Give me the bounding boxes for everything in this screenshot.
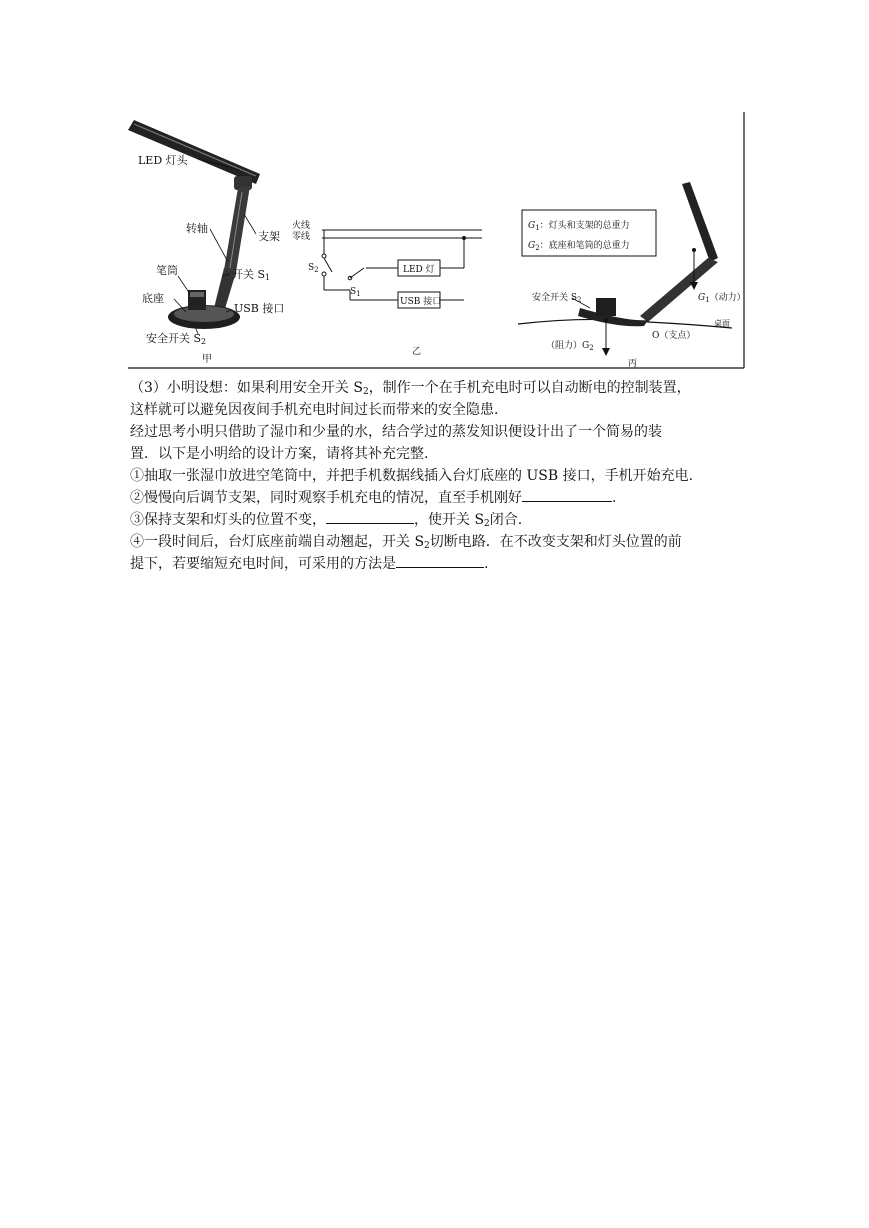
label-g2-resistance: （阻力）$G_2$ <box>546 341 594 352</box>
label-led-head: LED 灯头 <box>138 154 188 167</box>
lamp-figure <box>128 112 748 370</box>
label-safety-switch-bing: 安全开关 $S_2$ <box>532 293 582 304</box>
text-line-1: （3）小明设想：如果利用安全开关 $S_2$，制作一个在手机充电时可以自动断电的控制装置， <box>130 380 691 397</box>
label-pivot: 转轴 <box>186 222 208 235</box>
legend-g2: $G_2$：底座和笔筒的总重力 <box>528 241 630 252</box>
step-4-cont: 提下，若要缩短充电时间，可采用的方法是 . <box>130 553 770 575</box>
label-neutral-wire: 零线 <box>292 232 311 242</box>
label-usb-port: USB 接口 <box>234 302 285 315</box>
answer-blank-3[interactable] <box>396 553 484 568</box>
answer-blank-2[interactable] <box>326 509 414 524</box>
label-usb-box: USB 接口 <box>400 297 442 307</box>
label-pen-holder: 笔筒 <box>156 264 178 277</box>
legend-g1: $G_1$：灯头和支架的总重力 <box>528 221 630 232</box>
text-line-3: 经过思考小明只借助了湿巾和少量的水，结合学过的蒸发知识便设计出了一个简易的装 <box>130 424 662 440</box>
lever-bing-drawing <box>518 182 732 356</box>
label-switch1: 开关 S1 <box>232 268 271 282</box>
text-line-4: 置．以下是小明给的设计方案，请将其补充完整. <box>130 446 429 462</box>
label-g1-power: $G_1$（动力） <box>698 293 746 304</box>
label-fulcrum: O（支点） <box>652 331 696 341</box>
answer-blank-1[interactable] <box>522 487 612 502</box>
step-2: ②慢慢向后调节支架，同时观察手机充电的情况，直至手机刚好 . <box>130 487 770 509</box>
label-s2-circuit: $S_2$ <box>308 263 319 274</box>
label-bracket: 支架 <box>258 230 280 243</box>
step-1: ①抽取一张湿巾放进空笔筒中，并把手机数据线插入台灯底座的 USB 接口，手机开始充电. <box>130 468 694 484</box>
label-live-wire: 火线 <box>292 221 311 231</box>
label-safety-switch: 安全开关 S2 <box>146 332 207 346</box>
label-s1-circuit: $S_1$ <box>350 287 361 298</box>
figure-panel <box>128 112 748 370</box>
step-4: ④一段时间后，台灯底座前端自动翘起，开关 $S_2$切断电路．在不改变支架和灯头位置的前 <box>130 534 682 551</box>
caption-bing: 丙 <box>628 359 638 369</box>
label-desk: 桌面 <box>714 319 730 328</box>
caption-jia: 甲 <box>202 354 212 365</box>
caption-yi: 乙 <box>412 347 422 357</box>
text-line-2: 这样就可以避免因夜间手机充电时间过长而带来的安全隐患. <box>130 402 499 418</box>
question-text <box>130 377 770 575</box>
label-base: 底座 <box>142 292 164 305</box>
label-led-box: LED 灯 <box>403 265 435 275</box>
step-3: ③保持支架和灯头的位置不变， ，使开关 $S_2$闭合. <box>130 509 770 531</box>
